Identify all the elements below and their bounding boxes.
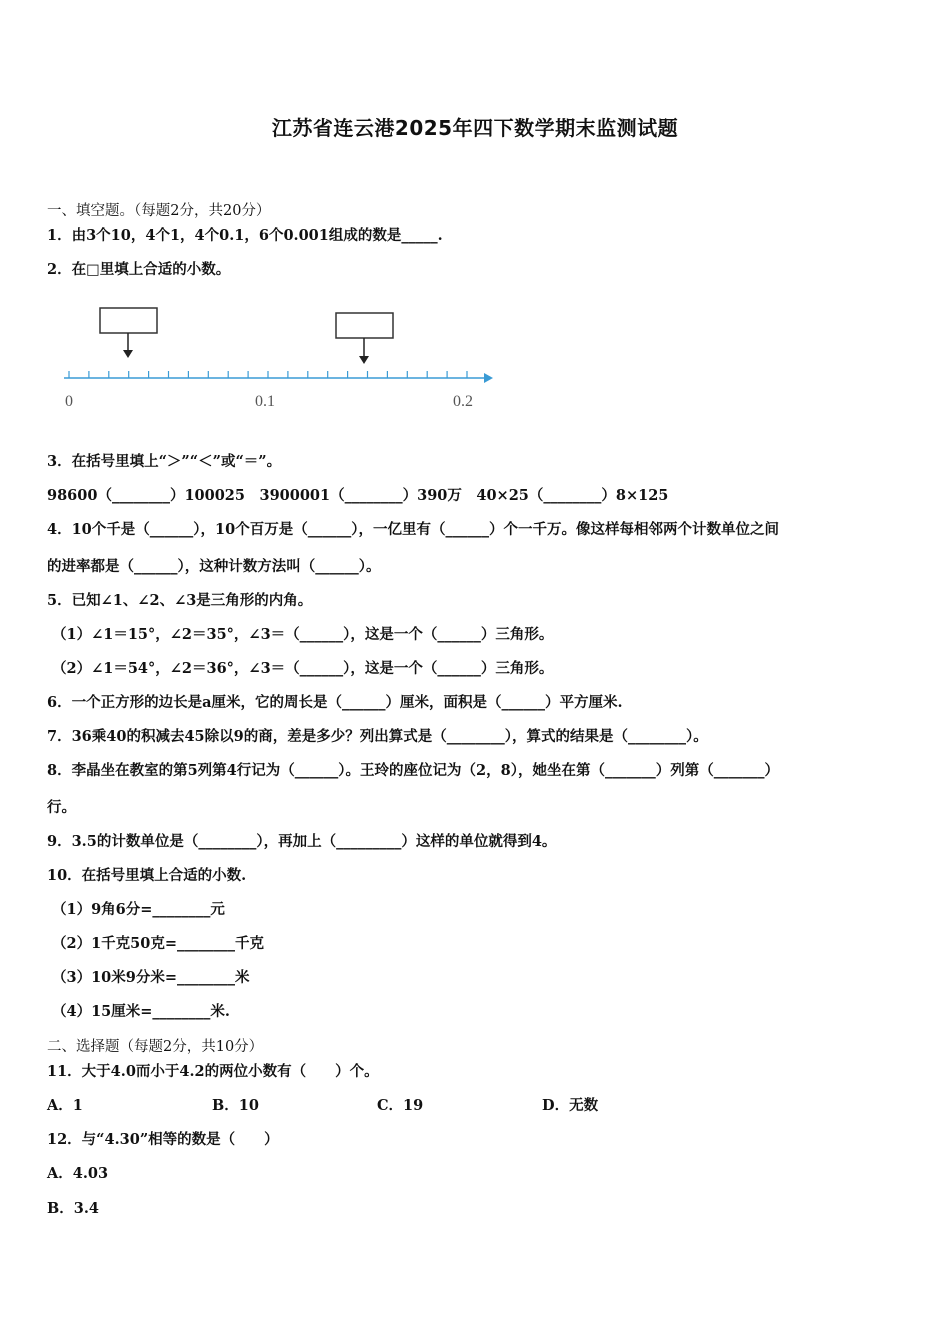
arrow-down-icon [359, 356, 369, 364]
q11-option-a[interactable]: A．1 [47, 1097, 83, 1114]
answer-box-2 [336, 313, 393, 338]
q11-option-d[interactable]: D．无数 [542, 1097, 599, 1114]
question-1: 1．由3个10，4个1，4个0.1，6个0.001组成的数是_____. [47, 227, 443, 244]
page-title: 江苏省连云港2025年四下数学期末监测试题 [271, 116, 679, 140]
question-4-line-1: 4．10个千是（______），10个百万是（______），一亿里有（______）个一千万。像这样每相邻两个计数单位之间 [47, 521, 779, 538]
arrow-down-icon [123, 350, 133, 358]
arrow-right-icon [484, 373, 493, 383]
question-6: 6．一个正方形的边长是a厘米，它的周长是（______）厘米，面积是（______）平方厘米. [47, 694, 623, 711]
number-line-axis [64, 371, 493, 383]
q11-option-c[interactable]: C．19 [377, 1097, 424, 1114]
q12-option-a[interactable]: A．4.03 [47, 1165, 109, 1182]
question-10: 10．在括号里填上合适的小数. [47, 867, 247, 884]
question-10-part-3: （3）10米9分米=________米 [52, 969, 250, 986]
question-10-part-1: （1）9角6分=________元 [52, 901, 225, 918]
section-2-header: 二、选择题（每题2分，共10分） [47, 1039, 264, 1055]
question-2: 2．在□里填上合适的小数。 [47, 261, 231, 278]
q11-option-b[interactable]: B．10 [212, 1097, 259, 1114]
answer-box-1 [100, 308, 157, 333]
question-12: 12．与“4.30”相等的数是（ ） [47, 1131, 279, 1148]
question-5: 5．已知∠1、∠2、∠3是三角形的内角。 [47, 592, 313, 609]
question-3-items: 98600（________）100025 3900001（________）390万 40×25（________）8×125 [47, 487, 669, 504]
number-line-figure [60, 300, 500, 415]
question-8-line-2: 行。 [47, 799, 76, 816]
number-line-label-0.2: 0.2 [453, 393, 473, 410]
question-5-part-1: （1）∠1＝15°，∠2＝35°，∠3＝（______），这是一个（______）三角形。 [52, 626, 554, 643]
question-10-part-2: （2）1千克50克=________千克 [52, 935, 265, 952]
question-9: 9．3.5的计数单位是（________），再加上（_________）这样的单位就得到4。 [47, 833, 557, 850]
number-line-label-0: 0 [65, 393, 73, 410]
question-5-part-2: （2）∠1＝54°，∠2＝36°，∠3＝（______），这是一个（______）三角形。 [52, 660, 554, 677]
question-7: 7．36乘40的积减去45除以9的商，差是多少？列出算式是（________），算式的结果是（________）。 [47, 728, 708, 745]
number-line-label-0.1: 0.1 [255, 393, 275, 410]
question-8-line-1: 8．李晶坐在教室的第5列第4行记为（______）。王玲的座位记为（2，8），她坐在第（_______）列第（_______） [47, 762, 779, 779]
question-3: 3．在括号里填上“＞”“＜”或“＝”。 [47, 453, 282, 470]
question-10-part-4: （4）15厘米=________米. [52, 1003, 230, 1020]
question-4-line-2: 的进率都是（______），这种计数方法叫（______）。 [47, 558, 381, 575]
q12-option-b[interactable]: B．3.4 [47, 1200, 99, 1217]
section-1-header: 一、填空题。（每题2分，共20分） [47, 203, 271, 219]
question-11: 11．大于4.0而小于4.2的两位小数有（ ）个。 [47, 1063, 379, 1080]
